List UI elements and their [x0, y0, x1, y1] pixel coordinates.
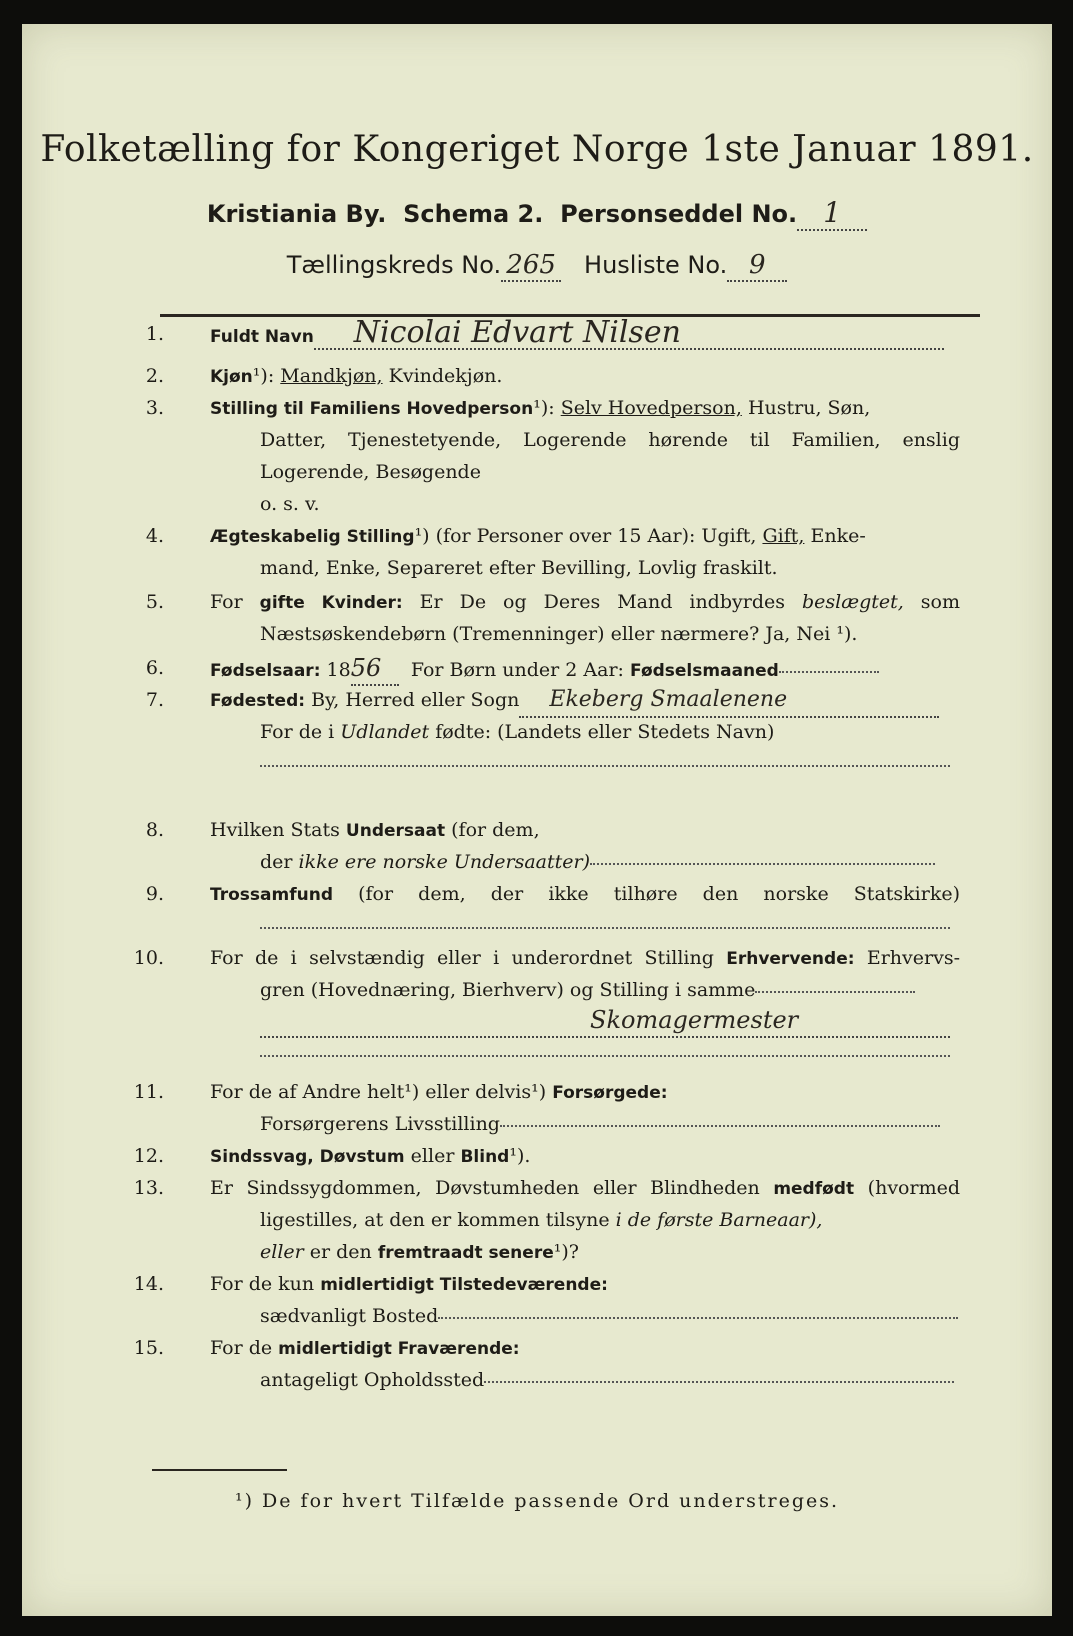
item-label: Ægteskabelig Stilling: [210, 527, 415, 547]
item-text-italic: eller: [260, 1241, 304, 1263]
item-line: [210, 1140, 960, 1173]
item-number: 3.: [145, 397, 164, 419]
item-label: Stilling til Familiens Hovedperson: [210, 399, 534, 419]
item-line: [210, 520, 960, 553]
form-district-line: [22, 250, 1052, 282]
fill-dots: [438, 1316, 958, 1319]
item-text-italic: Udlandet: [340, 721, 430, 743]
item-text: som: [920, 591, 961, 613]
option-kvindekjon: Kvindekjøn.: [388, 365, 503, 387]
option-gift: Gift,: [762, 525, 805, 547]
item-label: Kjøn: [210, 367, 253, 387]
item-text: For de: [210, 1337, 273, 1359]
item-line: [210, 360, 960, 393]
item-text: By, Herred eller Sogn: [311, 689, 520, 711]
item-continuation: Næstsøskendebørn (Tremenninger) eller nærmere? Ja, Nei ¹).: [260, 623, 858, 645]
fill-dots: [260, 926, 950, 929]
item-label: Blind: [460, 1147, 510, 1167]
census-form: [22, 24, 1052, 1616]
item-text: Er Sindssygdommen, Døvstumheden eller Blindheden: [210, 1177, 760, 1199]
item-text: der: [260, 851, 293, 873]
item-continuation: Logerende, Besøgende: [260, 461, 481, 483]
item-label: Fuldt Navn: [210, 327, 314, 347]
item-number: 1.: [145, 323, 164, 345]
item-number: 11.: [133, 1081, 164, 1103]
taellingskreds-number: 265: [501, 250, 561, 282]
item-continuation: [260, 1038, 960, 1058]
item-text: Hvilken Stats: [210, 819, 340, 841]
item-text: fødte: (Landets eller Stedets Navn): [435, 721, 775, 743]
birth-year-value: 56: [351, 652, 399, 686]
item-text: For de i: [260, 721, 335, 743]
item-label: midlertidigt Tilstedeværende:: [320, 1275, 608, 1295]
form-subtitle: [22, 196, 1052, 231]
item-line: [210, 814, 960, 847]
footnote-ref: ¹)?: [553, 1241, 579, 1263]
item-continuation: [260, 716, 960, 748]
item-text-italic: beslægtet,: [801, 591, 904, 613]
item-label: Undersaat: [345, 821, 446, 841]
item-number: 14.: [133, 1273, 164, 1295]
item-label: Fødselsmaaned: [630, 661, 779, 681]
husliste-label: Husliste No.: [584, 251, 728, 279]
item-line: [210, 392, 960, 425]
item-number: 5.: [145, 591, 164, 613]
item-text: For de kun: [210, 1273, 315, 1295]
item-label: midlertidigt Fraværende:: [278, 1339, 520, 1359]
item-text: For de i selvstændig eller i underordnet Stilling: [210, 947, 714, 969]
item-line: [210, 942, 960, 975]
item-text: eller: [410, 1145, 455, 1167]
item-continuation: [260, 1236, 960, 1269]
fill-dots: [500, 1124, 940, 1127]
item-number: 10.: [133, 947, 164, 969]
option-mandkjon: Mandkjøn,: [280, 365, 383, 387]
item-text: Er De og Deres Mand indbyrdes: [419, 591, 785, 613]
item-line: [210, 1332, 960, 1365]
item-label: Fødselsaar:: [210, 661, 321, 681]
item-line: [210, 1076, 960, 1109]
full-name-value: Nicolai Edvart Nilsen: [314, 318, 944, 350]
item-text: (for Personer over 15 Aar): Ugift,: [435, 525, 757, 547]
item-number: 8.: [145, 819, 164, 841]
item-number: 4.: [145, 525, 164, 547]
item-label: medfødt: [773, 1179, 855, 1199]
item-text-italic: i de første Barneaar),: [615, 1209, 823, 1231]
item-label: fremtraadt senere: [377, 1243, 554, 1263]
option-selv-hovedperson: Selv Hovedperson,: [560, 397, 742, 419]
item-line: [210, 684, 960, 718]
item-number: 13.: [133, 1177, 164, 1199]
item-continuation: [260, 1108, 960, 1140]
fill-dots: [484, 1380, 954, 1383]
item-text: Enke-: [810, 525, 866, 547]
footnote-ref: ¹).: [509, 1145, 531, 1167]
footnote-divider: [152, 1469, 287, 1471]
item-continuation: [260, 748, 960, 768]
item-continuation: [260, 1364, 960, 1396]
item-text: For de af Andre helt¹) eller delvis¹): [210, 1081, 547, 1103]
item-continuation: o. s. v.: [260, 493, 320, 515]
personseddel-label: Personseddel No.: [560, 200, 798, 228]
item-line: [210, 315, 960, 353]
item-continuation: [260, 846, 960, 878]
item-text: Erhvervs-: [866, 947, 960, 969]
item-continuation: [260, 1204, 960, 1236]
item-continuation: mand, Enke, Separeret efter Bevilling, Lovlig fraskilt.: [260, 557, 778, 579]
footnote-ref: ¹):: [533, 397, 555, 419]
item-label: Sindssvag, Døvstum: [210, 1147, 405, 1167]
item-continuation: [260, 1004, 960, 1038]
item-text: sædvanligt Bosted: [260, 1305, 439, 1327]
occupation-value: Skomagermester: [260, 1004, 950, 1038]
item-continuation: Datter, Tjenestetyende, Logerende hørende til Familien, enslig: [260, 429, 960, 451]
item-text: antageligt Opholdssted: [260, 1369, 485, 1391]
item-text: er den: [309, 1241, 372, 1263]
footnote-ref: ¹): [414, 525, 430, 547]
footnote-ref: ¹):: [252, 365, 275, 387]
item-text: (hvormed: [867, 1177, 960, 1199]
item-line: [210, 1268, 960, 1301]
personseddel-number: 1: [797, 196, 867, 231]
item-line: [210, 652, 960, 687]
item-continuation: [260, 1300, 960, 1332]
item-number: 15.: [133, 1337, 164, 1359]
fill-dots: [590, 862, 935, 865]
city-label: Kristiania By.: [206, 200, 387, 228]
item-text: (for dem,: [451, 819, 540, 841]
item-number: 7.: [145, 689, 164, 711]
husliste-number: 9: [727, 250, 787, 282]
item-label: Erhvervende:: [726, 949, 855, 969]
birth-year-prefix: 18: [326, 659, 351, 681]
item-number: 9.: [145, 883, 164, 905]
taellingskreds-label: Tællingskreds No.: [286, 251, 502, 279]
item-text-italic: ikke ere norske Undersaatter): [298, 851, 591, 873]
item-label: Forsørgede:: [552, 1083, 668, 1103]
birthplace-value: Ekeberg Smaalenene: [519, 684, 939, 718]
item-text: ligestilles, at den er kommen tilsyne: [260, 1209, 610, 1231]
item-text: (for dem, der ikke tilhøre den norske Statskirke): [358, 883, 960, 905]
fill-dots: [755, 990, 915, 993]
item-line: [210, 1172, 960, 1205]
item-label: gifte Kvinder:: [259, 593, 403, 613]
schema-label: Schema 2.: [403, 200, 544, 228]
footnote: ¹) De for hvert Tilfælde passende Ord understreges.: [234, 1490, 840, 1512]
item-line: [210, 878, 960, 911]
item-continuation: [260, 974, 960, 1006]
item-text: For Børn under 2 Aar:: [410, 659, 624, 681]
item-text: gren (Hovednæring, Bierhverv) og Stilling i samme: [260, 979, 756, 1001]
fill-dots: [260, 1054, 950, 1057]
form-title: Folketælling for Kongeriget Norge 1ste Januar 1891.: [40, 129, 1034, 170]
fill-dots: [260, 764, 950, 767]
item-number: 2.: [145, 365, 164, 387]
item-text: Forsørgerens Livsstilling: [260, 1113, 500, 1135]
item-number: 12.: [133, 1145, 164, 1167]
item-text: For: [210, 591, 243, 613]
item-number: 6.: [145, 657, 164, 679]
item-continuation: [260, 910, 960, 930]
item-label: Fødested:: [210, 691, 306, 711]
item-label: Trossamfund: [210, 885, 333, 905]
options-rest: Hustru, Søn,: [747, 397, 871, 419]
fill-dots: [779, 670, 879, 673]
item-line: [210, 586, 960, 619]
